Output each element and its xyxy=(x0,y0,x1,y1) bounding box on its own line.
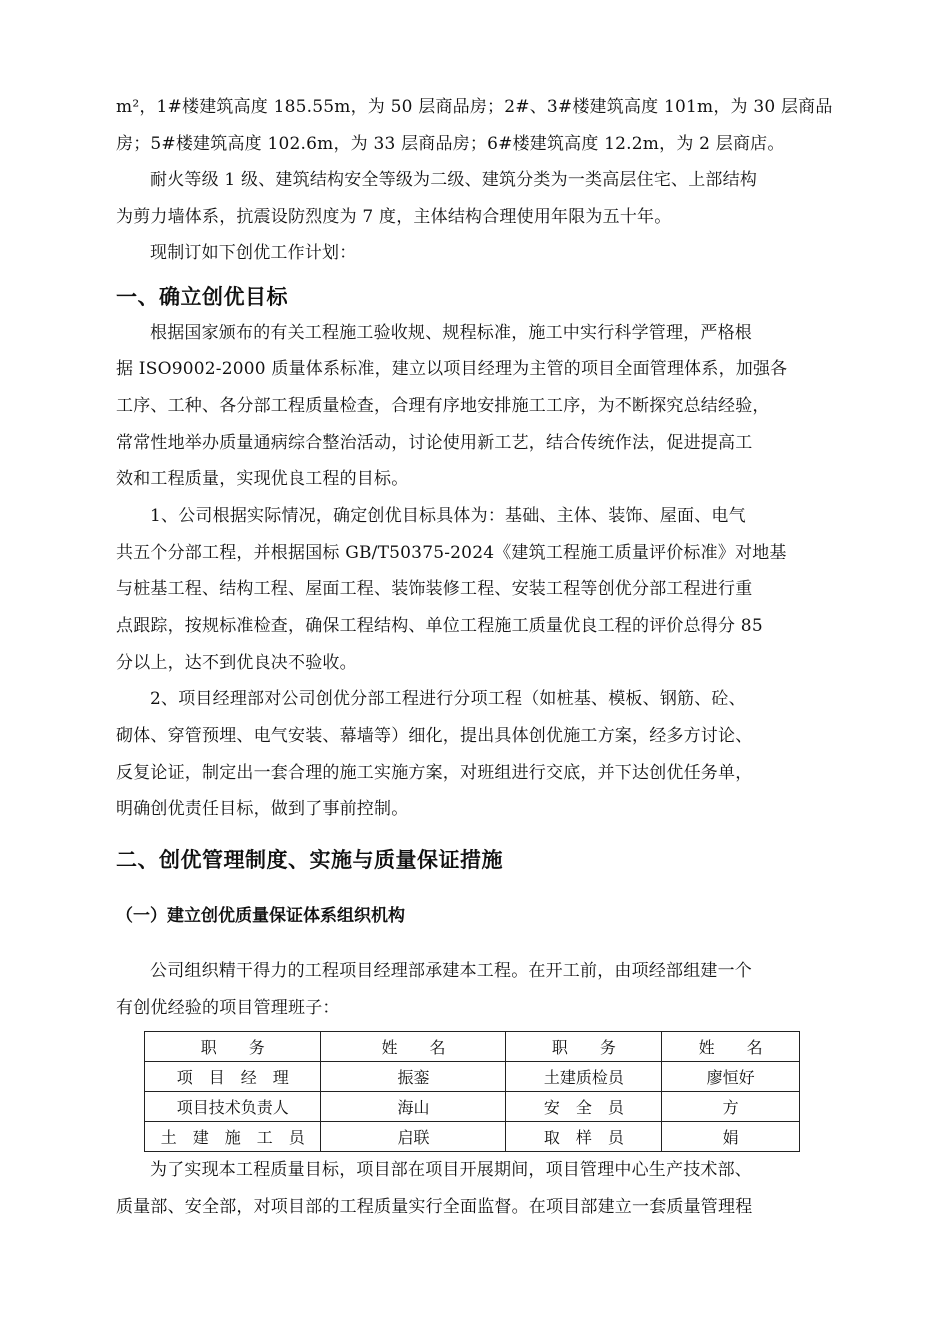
paragraph-line: 为剪力墙体系，抗震设防烈度为 7 度，主体结构合理使用年限为五十年。 xyxy=(116,207,672,227)
table-cell: 振銮 xyxy=(321,1062,506,1092)
table-cell: 娟 xyxy=(662,1122,800,1152)
paragraph-line: 效和工程质量，实现优良工程的目标。 xyxy=(116,469,409,489)
table-cell: 项 目 经 理 xyxy=(145,1062,321,1092)
table-cell: 项目技术负责人 xyxy=(145,1092,321,1122)
table-cell: 安 全 员 xyxy=(506,1092,662,1122)
paragraph-line: 公司组织精干得力的工程项目经理部承建本工程。在开工前，由项经部组建一个 xyxy=(150,961,752,981)
paragraph-line: 砌体、穿管预埋、电气安装、幕墙等）细化，提出具体创优施工方案，经多方讨论、 xyxy=(116,726,753,746)
paragraph-line: 1、公司根据实际情况，确定创优目标具体为：基础、主体、装饰、屋面、电气 xyxy=(150,506,746,526)
table-row xyxy=(145,1062,800,1092)
table-cell: 方 xyxy=(662,1092,800,1122)
paragraph-line: 常常性地举办质量通病综合整治活动，讨论使用新工艺，结合传统作法，促进提高工 xyxy=(116,433,753,453)
paragraph-line: 据 ISO9002-2000 质量体系标准，建立以项目经理为主管的项目全面管理体系，加强各 xyxy=(116,359,788,379)
paragraph-line: 工序、工种、各分部工程质量检查，合理有序地安排施工工序，为不断探究总结经验， xyxy=(116,396,770,416)
table-header-cell: 职 务 xyxy=(145,1032,321,1062)
paragraph-line: 明确创优责任目标，做到了事前控制。 xyxy=(116,799,409,819)
table-header-cell: 职 务 xyxy=(506,1032,662,1062)
table-cell: 海山 xyxy=(321,1092,506,1122)
paragraph-line: 共五个分部工程，并根据国标 GB/T50375-2024《建筑工程施工质量评价标准》对地基 xyxy=(116,543,787,563)
table-header-cell: 姓 名 xyxy=(662,1032,800,1062)
paragraph-line: 房；5#楼建筑高度 102.6m，为 33 层商品房；6#楼建筑高度 12.2m，为 2 层商店。 xyxy=(116,134,785,154)
paragraph-line: 点跟踪，按规标准检查，确保工程结构、单位工程施工质量优良工程的评价总得分 85 xyxy=(116,616,763,636)
paragraph-line: 质量部、安全部，对项目部的工程质量实行全面监督。在项目部建立一套质量管理程 xyxy=(116,1197,753,1217)
table-cell: 土建质检员 xyxy=(506,1062,662,1092)
paragraph-line: 为了实现本工程质量目标，项目部在项目开展期间，项目管理中心生产技术部、 xyxy=(150,1160,752,1180)
table-cell: 启联 xyxy=(321,1122,506,1152)
paragraph-line: 耐火等级 1 级、建筑结构安全等级为二级、建筑分类为一类高层住宅、上部结构 xyxy=(150,170,758,190)
paragraph-line: 反复论证，制定出一套合理的施工实施方案，对班组进行交底，并下达创优任务单， xyxy=(116,763,753,783)
table-cell: 土 建 施 工 员 xyxy=(145,1122,321,1152)
table-header-cell: 姓 名 xyxy=(321,1032,506,1062)
paragraph-line: 分以上，达不到优良决不验收。 xyxy=(116,653,357,673)
table-header-row xyxy=(145,1032,800,1062)
table-cell: 廖恒好 xyxy=(662,1062,800,1092)
paragraph-line: 现制订如下创优工作计划： xyxy=(150,243,357,263)
paragraph-line: 有创优经验的项目管理班子： xyxy=(116,998,340,1018)
paragraph-line: m²，1#楼建筑高度 185.55m，为 50 层商品房；2#、3#楼建筑高度 101m，为 30 层商品 xyxy=(116,97,833,117)
table-row xyxy=(145,1122,800,1152)
paragraph-line: 与桩基工程、结构工程、屋面工程、装饰装修工程、安装工程等创优分部工程进行重 xyxy=(116,579,753,599)
subsection-heading: （一）建立创优质量保证体系组织机构 xyxy=(116,906,405,926)
paragraph-line: 根据国家颁布的有关工程施工验收规、规程标准，施工中实行科学管理，严格根 xyxy=(150,323,752,343)
section-heading: 二、创优管理制度、实施与质量保证措施 xyxy=(116,848,503,872)
staff-table xyxy=(144,1031,800,1152)
section-heading: 一、确立创优目标 xyxy=(116,285,288,309)
table-row xyxy=(145,1092,800,1122)
table-cell: 取 样 员 xyxy=(506,1122,662,1152)
paragraph-line: 2、项目经理部对公司创优分部工程进行分项工程（如桩基、模板、钢筋、砼、 xyxy=(150,689,746,709)
